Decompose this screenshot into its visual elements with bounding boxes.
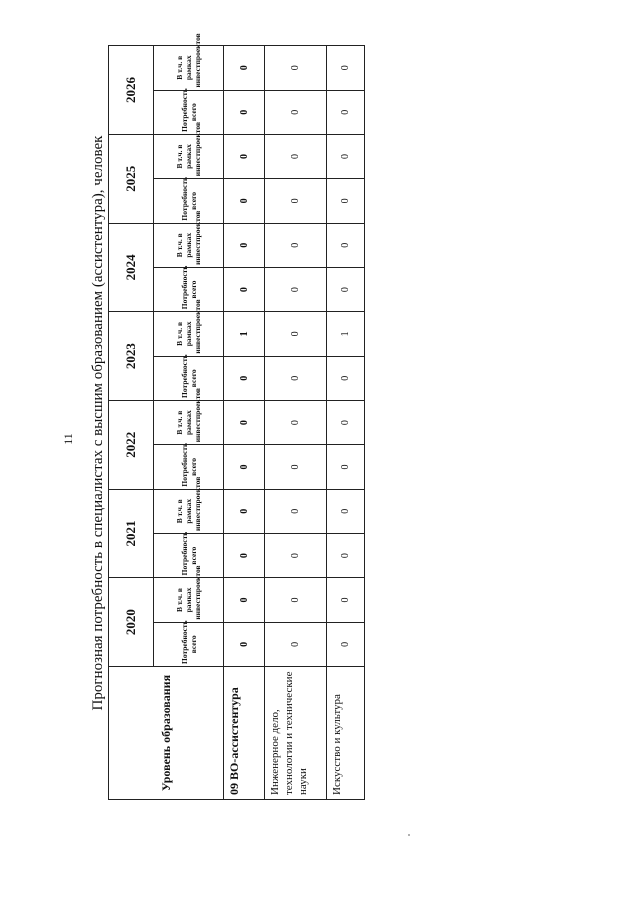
- table-cell: 0: [327, 400, 365, 444]
- year-header: 2026: [109, 46, 154, 135]
- table-cell: 0: [265, 312, 327, 356]
- table-cell: 0: [327, 46, 365, 91]
- table-cell: 0: [327, 533, 365, 577]
- level-header: Уровень образования: [109, 667, 224, 800]
- table-cell: 0: [224, 622, 265, 666]
- table-cell: 0: [265, 267, 327, 311]
- table-cell: 0: [224, 489, 265, 533]
- sub-header-invest: В т.ч. в рамках инвестпроектов: [154, 223, 224, 267]
- table-cell: 0: [327, 267, 365, 311]
- table-cell: 0: [265, 46, 327, 91]
- table-cell: 0: [265, 445, 327, 489]
- forecast-table: [108, 33, 365, 800]
- sub-header-invest: В т.ч. в рамках инвестпроектов: [154, 46, 224, 91]
- sub-header-total: Потребность всего: [154, 533, 224, 577]
- forecast-table-area: [108, 33, 351, 800]
- sub-header-total: Потребность всего: [154, 445, 224, 489]
- sub-header-total: Потребность всего: [154, 622, 224, 666]
- row-label: 09 ВО-ассистентура: [224, 667, 265, 800]
- sub-header-total: Потребность всего: [154, 90, 224, 134]
- table-cell: 0: [327, 134, 365, 178]
- table-cell: 0: [327, 356, 365, 400]
- year-header: 2023: [109, 312, 154, 401]
- scan-speck: [408, 834, 410, 836]
- table-cell: 0: [265, 356, 327, 400]
- year-header: 2022: [109, 400, 154, 489]
- table-cell: 0: [224, 400, 265, 444]
- sub-header-invest: В т.ч. в рамках инвестпроектов: [154, 400, 224, 444]
- document-title-wrap: [88, 45, 108, 800]
- table-cell: 0: [224, 533, 265, 577]
- table-cell: 0: [265, 134, 327, 178]
- sub-header-invest: В т.ч. в рамках инвестпроектов: [154, 312, 224, 356]
- sub-header-invest: В т.ч. в рамках инвестпроектов: [154, 134, 224, 178]
- document-title: Прогнозная потребность в специалистах с высшим образованием (ассистентура), человек: [90, 135, 106, 710]
- table-cell: 0: [265, 533, 327, 577]
- table-cell: 0: [265, 578, 327, 622]
- table-cell: 0: [327, 578, 365, 622]
- year-header: 2020: [109, 578, 154, 667]
- year-header: 2021: [109, 489, 154, 578]
- table-cell: 0: [327, 90, 365, 134]
- table-cell: 0: [224, 578, 265, 622]
- sub-header-invest: В т.ч. в рамках инвестпроектов: [154, 489, 224, 533]
- table-cell: 0: [224, 223, 265, 267]
- table-cell: 0: [265, 90, 327, 134]
- table-cell: 0: [265, 489, 327, 533]
- table-cell: 0: [327, 445, 365, 489]
- sub-header-invest: В т.ч. в рамках инвестпроектов: [154, 578, 224, 622]
- table-cell: 0: [327, 489, 365, 533]
- year-header: 2024: [109, 223, 154, 312]
- table-cell: 0: [224, 445, 265, 489]
- sub-header-total: Потребность всего: [154, 267, 224, 311]
- table-cell: 0: [224, 356, 265, 400]
- table-cell: 0: [265, 223, 327, 267]
- row-label: Инженерное дело, технологии и технические науки: [265, 667, 327, 800]
- table-cell: 1: [224, 312, 265, 356]
- table-cell: 0: [224, 46, 265, 91]
- table-row: [224, 46, 265, 800]
- table-cell: 0: [224, 90, 265, 134]
- page-number: 11: [61, 433, 75, 445]
- table-cell: 0: [265, 179, 327, 223]
- row-label: Искусство и культура: [327, 667, 365, 800]
- table-cell: 0: [224, 134, 265, 178]
- year-header-row: [109, 46, 154, 800]
- table-cell: 0: [265, 400, 327, 444]
- sub-header-total: Потребность всего: [154, 356, 224, 400]
- year-header: 2025: [109, 134, 154, 223]
- table-row: [327, 46, 365, 800]
- table-row: [265, 46, 327, 800]
- sub-header-total: Потребность всего: [154, 179, 224, 223]
- table-cell: 0: [265, 622, 327, 666]
- table-cell: 0: [224, 267, 265, 311]
- table-cell: 0: [327, 622, 365, 666]
- forecast-table-rotator: [108, 33, 351, 800]
- table-cell: 0: [327, 223, 365, 267]
- table-cell: 0: [327, 179, 365, 223]
- table-cell: 0: [224, 179, 265, 223]
- table-cell: 1: [327, 312, 365, 356]
